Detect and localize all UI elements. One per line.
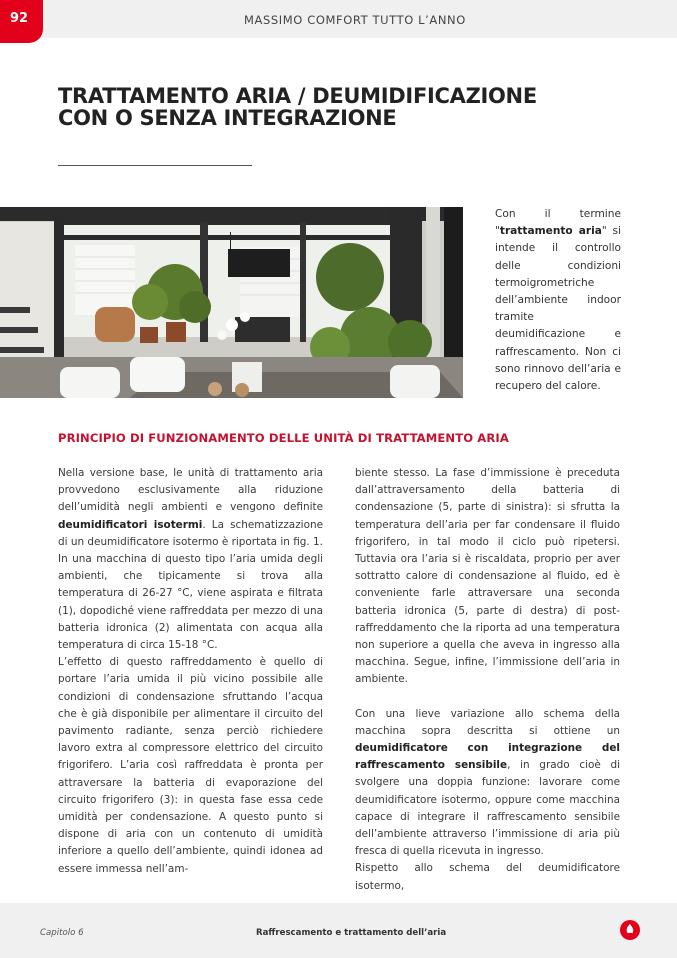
article-title-line-1: TRATTAMENTO ARIA / DEUMIDIFICAZIONE — [58, 84, 537, 108]
paragraph — [355, 706, 620, 861]
section-heading: PRINCIPIO DI FUNZIONAMENTO DELLE UNITÀ DI TRATTAMENTO ARIA — [58, 431, 509, 445]
bold-term: deumidificatore con integrazione del raffrescamento sensibile — [355, 742, 620, 772]
article-title — [58, 85, 618, 129]
interior-photo — [0, 207, 463, 398]
text-column-left — [58, 465, 323, 878]
paragraph: In una macchina di questo tipo l’aria umida degli ambienti, che tipicamente si trova alla temperatura di 26-27 °C, viene aspirata e filtrata (1), dopodiché viene raffreddata per mezzo di una batteria idronica (2) alimentata con acqua alla temperatura di circa 15-18 °C. — [58, 553, 323, 652]
text: Nella versione base, le unità di trattamento aria provvedono esclusivamente alla riduzione dell’umidità negli ambienti e vengono definite — [58, 467, 323, 514]
paragraph: L’effetto di questo raffreddamento è quello di portare l’aria umida il più vicino possibile alle condizioni di condensazione sfruttando l’acqua che è già disponibile per alimentare il circuito del pavimento radiante, senza perciò richiedere lavoro extra al compressore elettrico del circuito frigorifero. L’aria così raffreddata è pronta per attraversare la batteria di evaporazione del circuito frigorifero (3): in questa fase essa cede umidità per condensazione. A questo punto si dispone di aria con un contenuto di umidità inferiore a quello dell’ambiente, quindi idonea ad essere immessa nell’am- — [58, 656, 323, 875]
article-title-line-2: CON O SENZA INTEGRAZIONE — [58, 106, 397, 130]
text-column-right — [355, 465, 620, 895]
text: , in grado cioè di svolgere una doppia funzione: lavorare come deumidificatore isotermo, oppure come macchina capace di integrare il raffrescamento sensibile dell’ambiente attraverso l’immissione di aria più fresca di quella ricevuta in ingresso. — [355, 759, 620, 858]
brand-logo-icon — [620, 920, 640, 940]
paragraph — [58, 465, 323, 551]
intro-text-before: Con il termine " — [495, 208, 621, 238]
intro-term: trattamento aria — [499, 225, 602, 238]
page-number: 92 — [0, 0, 43, 43]
paragraph: biente stesso. La fase d’immissione è preceduta dall’attraversamento della batteria di condensazione (5, parte di sinistra): si sfrutta la temperatura dell’aria per far condensare il fluido frigorifero, in tal modo il ciclo può ripetersi. Tuttavia ora l’aria si è riscaldata, proprio per aver sottratto calore di condensazione al fluido, ed è conveniente farle attraversare una seconda batteria idronica (5, parte di destra) di post-raffreddamento che la riporta ad una temperatura non superiore a quella che aveva in ingresso alla macchina. Segue, infine, l’immissione dell’aria in ambiente. — [355, 467, 620, 686]
intro-paragraph — [495, 206, 621, 395]
intro-text-after: " si intende il controllo delle condizioni termoigrometriche dell’ambiente indoor tramite deumidificazione e raffrescamento. Non ci sono rinnovo dell’aria e recupero del calore. — [495, 225, 621, 393]
chapter-label: Capitolo 6 — [40, 928, 84, 938]
text: Con una lieve variazione allo schema della macchina sopra descritta si ottiene un — [355, 707, 620, 737]
footer-section-title: Raffrescamento e trattamento dell’aria — [256, 928, 447, 938]
paragraph-spacer — [355, 689, 620, 706]
paragraph: Rispetto allo schema del deumidificatore isotermo, — [355, 862, 620, 892]
text: . La schematizzazione di un deumidificatore isotermo è riportata in fig. 1. — [58, 518, 324, 548]
running-header: MASSIMO COMFORT TUTTO L’ANNO — [244, 13, 466, 27]
title-divider — [58, 165, 252, 166]
bold-term: deumidificatori isotermi — [58, 518, 203, 531]
